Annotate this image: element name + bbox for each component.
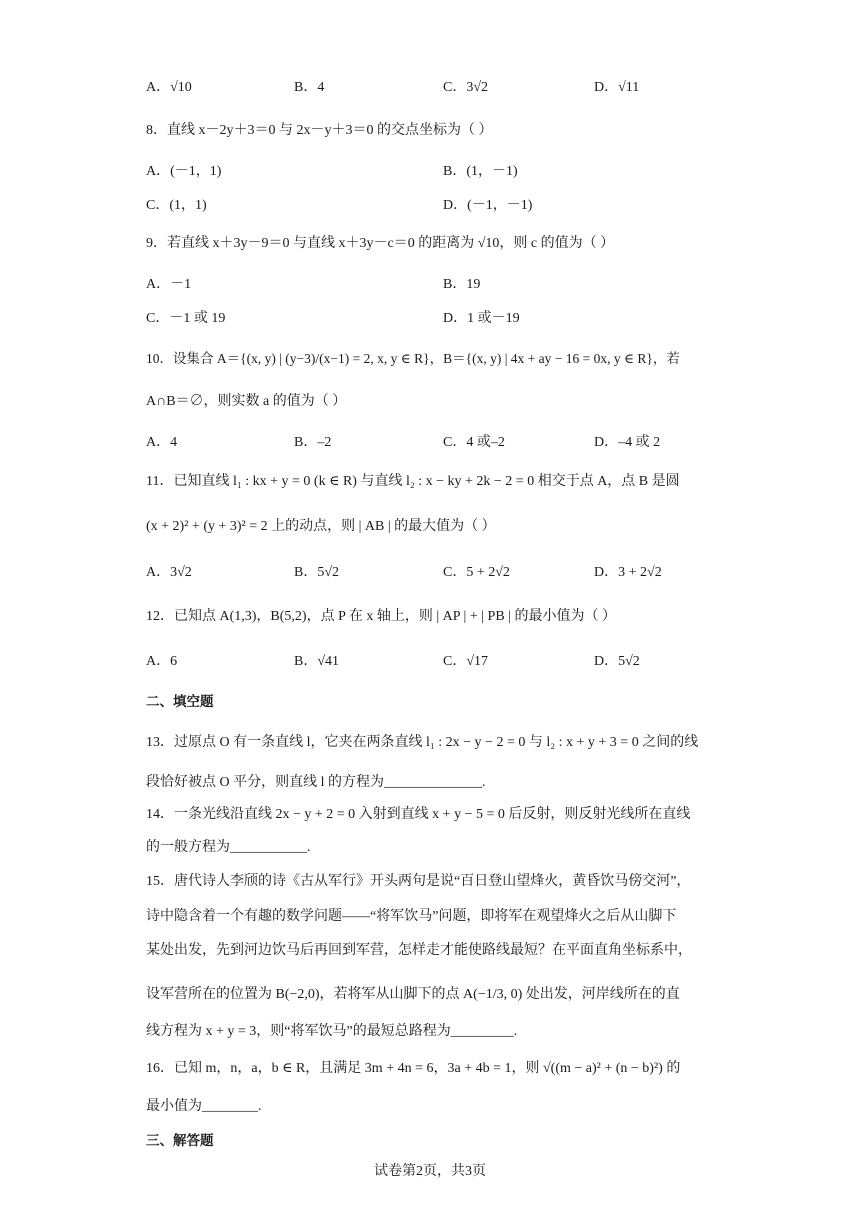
q11-stem-line-1: 11．已知直线 l₁ : kx + y = 0 (k ∈ R) 与直线 l₂ : x − ky + 2k − 2 = 0 相交于点 A，点 B 是圆 bbox=[146, 474, 680, 489]
q8-option-d: D．(－1，－1) bbox=[443, 198, 533, 213]
q7-option-c: C．3√2 bbox=[443, 80, 489, 95]
q8-option-a: A．(－1，1) bbox=[146, 164, 222, 179]
q12-option-c: C．√17 bbox=[443, 654, 489, 669]
q8-option-c: C．(1，1) bbox=[146, 198, 207, 213]
q10-option-b: B．–2 bbox=[294, 435, 332, 450]
q12-option-b: B．√41 bbox=[294, 654, 340, 669]
q14-line-1: 14．一条光线沿直线 2x − y + 2 = 0 入射到直线 x + y − 5 = 0 后反射，则反射光线所在直线 bbox=[146, 807, 691, 822]
q9-option-c: C．－1 或 19 bbox=[146, 311, 226, 326]
q12-option-d: D．5√2 bbox=[594, 654, 640, 669]
q10-stem-line-2: A∩B＝∅，则实数 a 的值为（ ） bbox=[146, 394, 347, 409]
q9-option-d: D．1 或－19 bbox=[443, 311, 520, 326]
q7-option-b: B．4 bbox=[294, 80, 325, 95]
q11-stem-line-2: (x + 2)² + (y + 3)² = 2 上的动点，则 | AB | 的最大值为（ ） bbox=[146, 519, 496, 534]
q14-line-2: 的一般方程为___________. bbox=[146, 840, 311, 855]
page-footer: 试卷第2页，共3页 bbox=[374, 1164, 486, 1179]
q11-option-c: C．5 + 2√2 bbox=[443, 565, 510, 580]
q15-line-5: 线方程为 x + y = 3，则“将军饮马”的最短总路程为_________. bbox=[146, 1024, 518, 1039]
q10-option-c: C．4 或–2 bbox=[443, 435, 505, 450]
q13-line-1: 13．过原点 O 有一条直线 l，它夹在两条直线 l₁ : 2x − y − 2 = 0 与 l₂ : x + y + 3 = 0 之间的线 bbox=[146, 735, 699, 750]
q15-line-1: 15．唐代诗人李颀的诗《古从军行》开头两句是说“百日登山望烽火，黄昏饮马傍交河”， bbox=[146, 874, 691, 889]
q10-option-d: D．–4 或 2 bbox=[594, 435, 661, 450]
q12-option-a: A．6 bbox=[146, 654, 178, 669]
q12-stem: 12．已知点 A(1,3)，B(5,2)，点 P 在 x 轴上，则 | AP | + | PB | 的最小值为（ ） bbox=[146, 609, 616, 624]
q7-option-d: D．√11 bbox=[594, 80, 640, 95]
q11-option-d: D．3 + 2√2 bbox=[594, 565, 662, 580]
q15-line-4: 设军营所在的位置为 B(−2,0)，若将军从山脚下的点 A(−1/3, 0) 处出发，河岸线所在的直 bbox=[146, 987, 680, 1002]
q13-line-2: 段恰好被点 O 平分，则直线 l 的方程为______________. bbox=[146, 775, 486, 790]
q8-stem: 8．直线 x－2y＋3＝0 与 2x－y＋3＝0 的交点坐标为（ ） bbox=[146, 123, 493, 138]
q8-option-b: B．(1，－1) bbox=[443, 164, 518, 179]
q15-line-2: 诗中隐含着一个有趣的数学问题——“将军饮马”问题，即将军在观望烽火之后从山脚下 bbox=[146, 909, 677, 924]
q9-option-b: B．19 bbox=[443, 277, 481, 292]
q10-option-a: A．4 bbox=[146, 435, 178, 450]
q10-stem-line-1: 10．设集合 A＝{(x, y) | (y−3)/(x−1) = 2, x, y ∈ R}，B＝{(x, y) | 4x + ay − 16 = 0x, y ∈ R}，若 bbox=[146, 351, 680, 366]
section-2-title: 二、填空题 bbox=[146, 694, 214, 710]
q11-option-a: A．3√2 bbox=[146, 565, 192, 580]
q11-option-b: B．5√2 bbox=[294, 565, 340, 580]
q16-line-2: 最小值为________. bbox=[146, 1099, 262, 1114]
q15-line-3: 某处出发，先到河边饮马后再回到军营，怎样走才能使路线最短？在平面直角坐标系中， bbox=[146, 943, 692, 958]
section-3-title: 三、解答题 bbox=[146, 1133, 214, 1149]
q9-stem: 9．若直线 x＋3y－9＝0 与直线 x＋3y－c＝0 的距离为 √10，则 c 的值为（ ） bbox=[146, 236, 615, 251]
q9-option-a: A．－1 bbox=[146, 277, 192, 292]
q16-line-1: 16．已知 m，n，a，b ∈ R，且满足 3m + 4n = 6，3a + 4b = 1，则 √((m − a)² + (n − b)²) 的 bbox=[146, 1061, 681, 1076]
q7-option-a: A．√10 bbox=[146, 80, 192, 95]
